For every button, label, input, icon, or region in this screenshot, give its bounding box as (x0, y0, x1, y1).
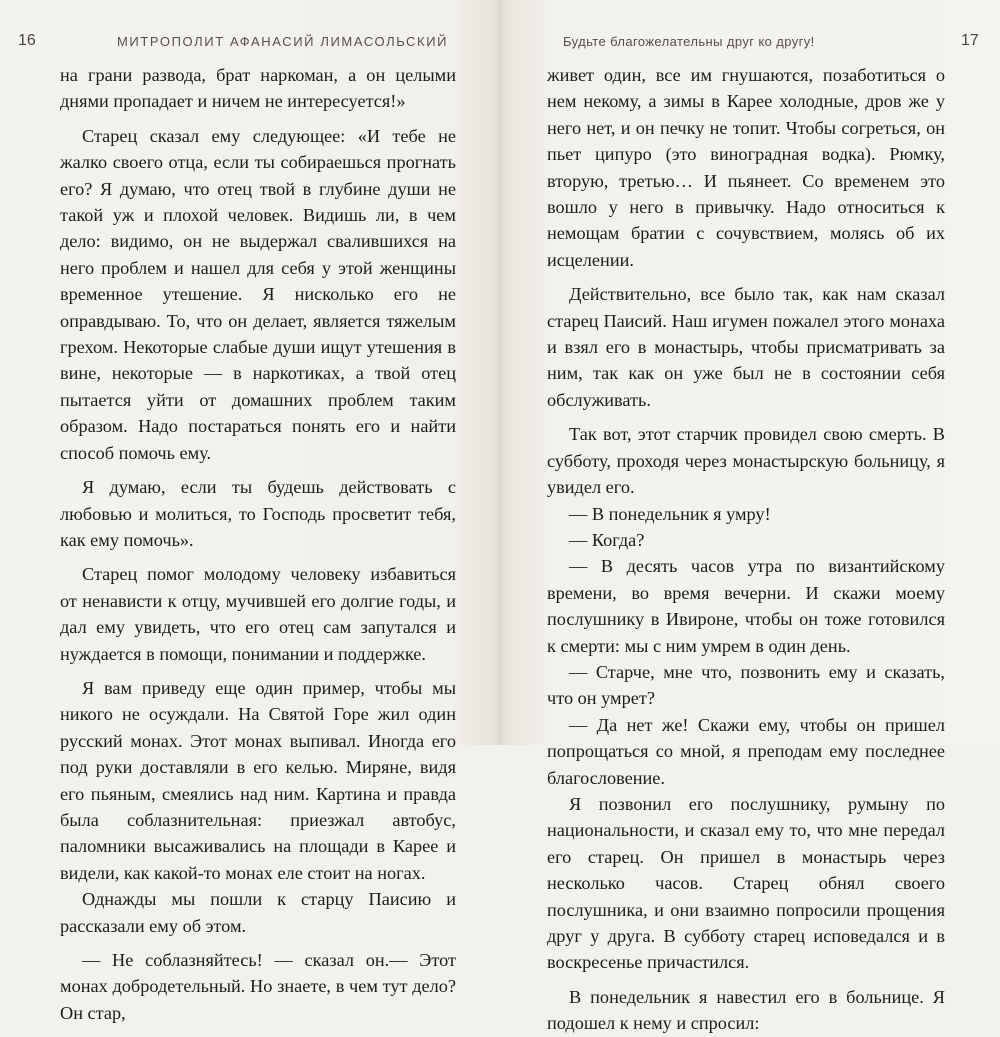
paragraph: В понедельник я навестил его в больнице. Я подошел к нему и спросил: (547, 986, 945, 1034)
paragraph: — Да нет же! Скажи ему, чтобы он пришел попрощаться со мной, я преподам ему последнее благословение. (547, 714, 945, 788)
paragraph: — В понедельник я умру! (569, 503, 771, 524)
paragraph: Я думаю, если ты будешь действовать с любовью и молиться, то Господь просветит тебя, как ему помочь». (60, 477, 456, 550)
paragraph: на грани развода, брат наркоман, а он целыми днями пропадает и ничем не интересуется!» (60, 65, 456, 112)
paragraph: Так вот, этот старчик провидел свою смерть. В субботу, проходя через монастырскую больницу, я увидел его. (547, 424, 945, 498)
paragraph: Действительно, все было так, как нам сказал старец Паисий. Наш игумен пожалел этого монаха и взял его в монастырь, чтобы присматривать за ним, так как он уже был не в состоянии себя обслуживать. (547, 284, 945, 410)
left-page-text (60, 62, 456, 1023)
paragraph: Я позвонил его послушнику, румыну по национальности, и сказал ему то, что мне передал его старец. Он пришел в монастырь через несколько часов. Старец обнял своего послушника, и они взаимно попросили прощения друг у друга. В субботу старец исповедался и в воскресенье причастился. (547, 793, 945, 973)
paragraph: Старец сказал ему следующее: «И тебе не жалко своего отца, если ты собираешься прогнать его? Я думаю, что отец твой в глубине души не такой уж и плохой человек. Видишь ли, в чем дело: видимо, он не выдержал свалившихся на него проблем и нашел для себя у этой женщины временное утешение. Я нисколько его не оправдываю. То, что он делает, является тяжелым грехом. Некоторые слабые души ищут утешения в вине, некоторые — в наркотиках, а твой отец пытается уйти от домашних проблем таким образом. Надо постараться понять его и найти способ помочь ему. (60, 125, 456, 463)
left-page-number: 16 (18, 32, 36, 49)
paragraph: — Старче, мне что, позвонить ему и сказать, что он умрет? (547, 661, 945, 709)
paragraph: Я вам приведу еще один пример, чтобы мы никого не осуждали. На Святой Горе жил один русский монах. Этот монах выпивал. Иногда его под руки доставляли в его келью. Миряне, видя его пьяным, смеялись над ним. Картина и правда была соблазнительная: приезжал автобус, паломники высаживались на площади в Карее и видели, как какой-то монах еле стоит на ногах. (60, 677, 456, 883)
paragraph: живет один, все им гнушаются, позаботиться о нем некому, а зимы в Карее холодные, дров же у него нет, и он печку не топит. Чтобы согреться, он пьет ципуро (это виноградная водка). Рюмку, вторую, третью… И пьянеет. Со временем это вошло у него в привычку. Надо относиться к немощам братии с сочувствием, молясь об их исцелении. (547, 65, 945, 270)
right-page-number: 17 (961, 32, 979, 49)
left-running-head: МИТРОПОЛИТ АФАНАСИЙ ЛИМАСОЛЬСКИЙ (117, 34, 449, 49)
paragraph: Однажды мы пошли к старцу Паисию и рассказали ему об этом. (60, 889, 456, 936)
paragraph: — Не соблазняйтесь! — сказал он.— Этот монах добродетельный. Но знаете, в чем тут дело? Он стар, (60, 950, 456, 1023)
paragraph: Старец помог молодому человеку избавиться от ненависти к отцу, мучившей его долгие годы, и дал ему увидеть, что его отец сам запутался и нуждается в помощи, понимании и поддержке. (60, 564, 456, 664)
paragraph: — В десять часов утра по византийскому времени, во время вечерни. И скажи моему послушнику в Ивироне, чтобы он тоже готовился к смерти: мы с ним умрем в один день. (547, 556, 945, 656)
paragraph: — Когда? (569, 529, 645, 550)
right-page-text (547, 62, 945, 1034)
right-running-head: Будьте благожелательны друг ко другу! (563, 34, 815, 49)
